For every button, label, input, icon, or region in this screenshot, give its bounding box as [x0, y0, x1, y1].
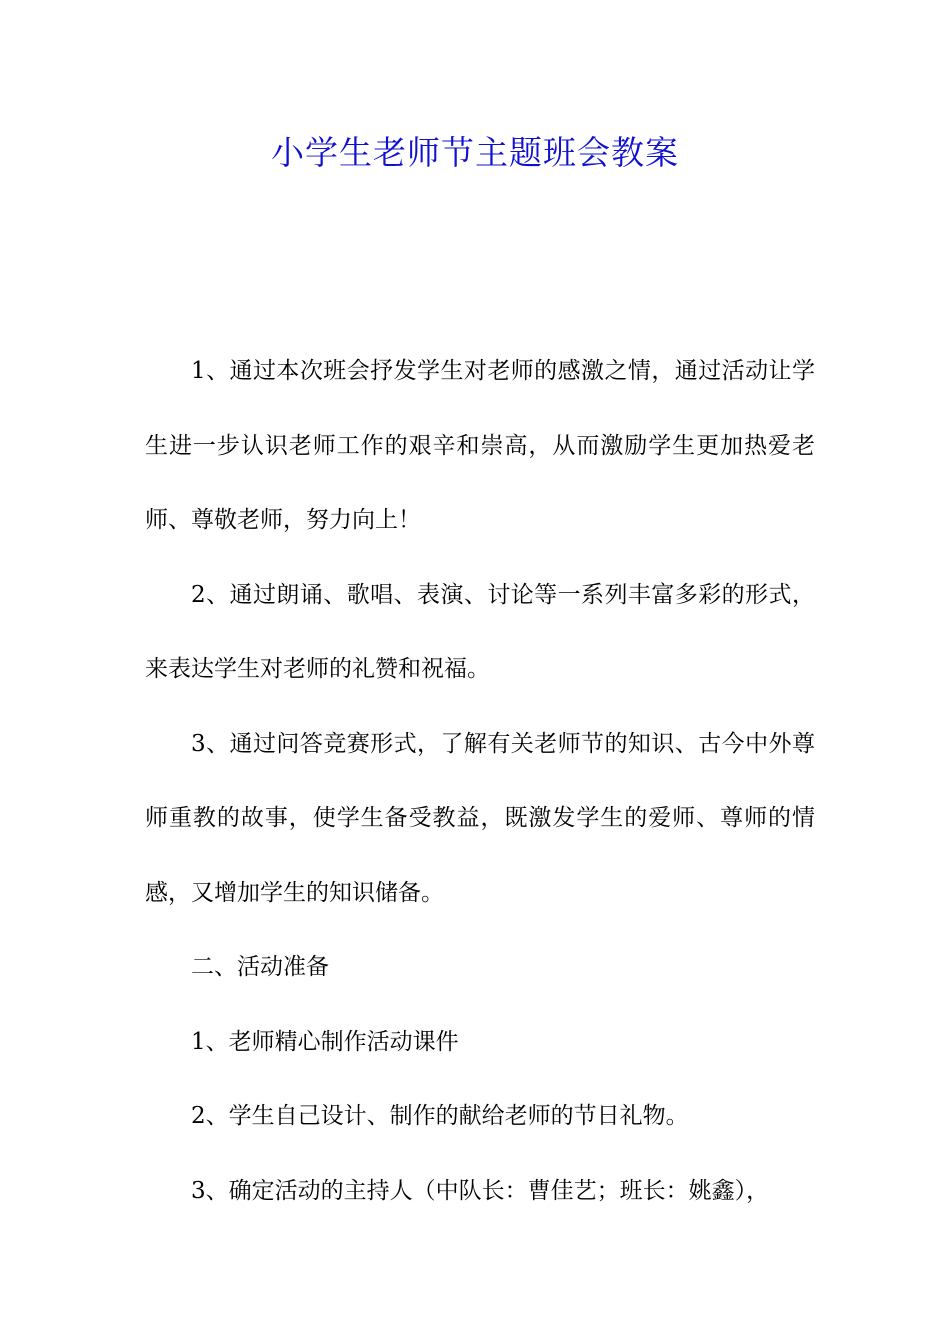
document-title: 小学生老师节主题班会教案 [271, 133, 679, 172]
document-body [145, 334, 815, 1228]
paragraph-goal-3: 3、通过问答竞赛形式，了解有关老师节的知识、古今中外尊师重教的故事，使学生备受教益，既激发学生的爱师、尊师的情感，又增加学生的知识储备。 [145, 730, 815, 906]
section-heading-preparation: 二、活动准备 [191, 954, 329, 980]
paragraph-prep-3: 3、确定活动的主持人（中队长：曹佳艺；班长：姚鑫）， [191, 1177, 770, 1204]
paragraph-prep-2: 2、学生自己设计、制作的献给老师的节日礼物。 [191, 1103, 689, 1129]
paragraph-prep-1: 1、老师精心制作活动课件 [191, 1028, 459, 1055]
paragraph-goal-2: 2、通过朗诵、歌唱、表演、讨论等一系列丰富多彩的形式，来表达学生对老师的礼赞和祝福。 [145, 581, 815, 682]
paragraph-goal-1: 1、通过本次班会抒发学生对老师的感激之情，通过活动让学生进一步认识老师工作的艰辛和崇高，从而激励学生更加热爱老师、尊敬老师，努力向上！ [145, 358, 815, 533]
